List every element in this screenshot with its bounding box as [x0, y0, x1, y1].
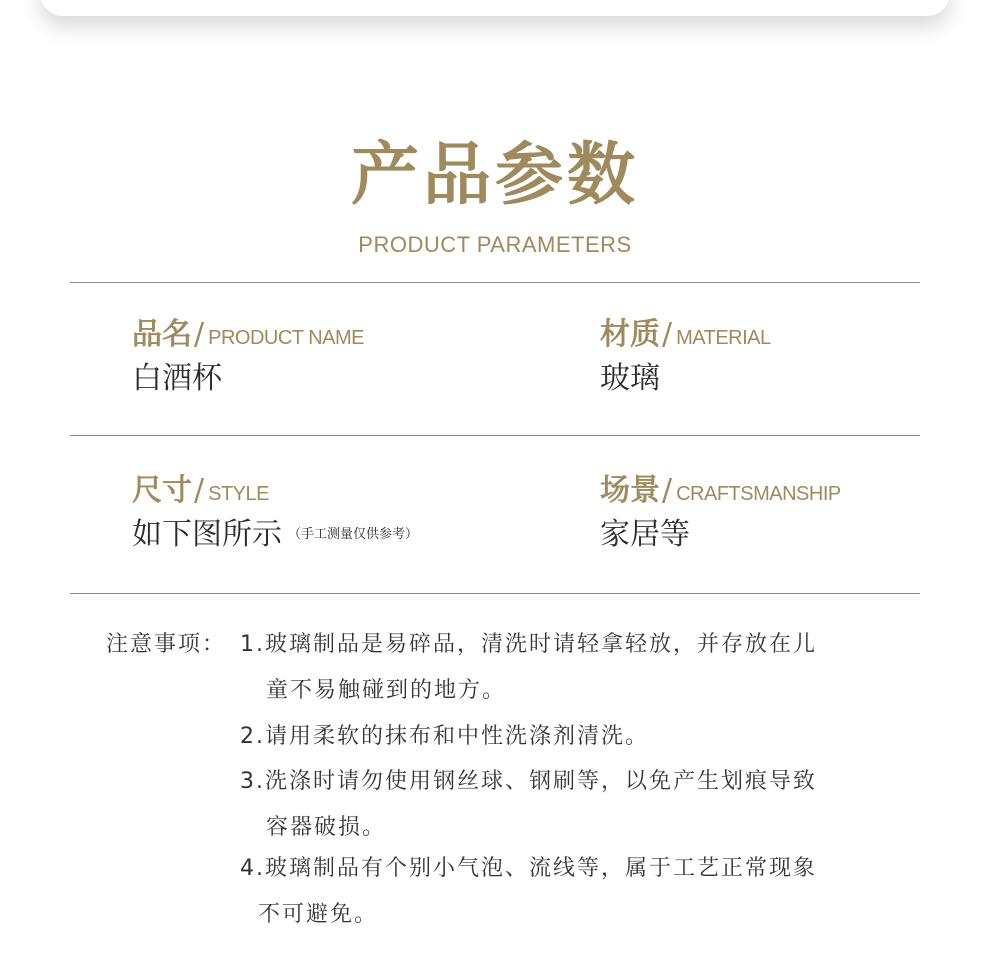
param-scene [600, 473, 841, 552]
label-slash: / [662, 473, 673, 508]
note-1-line-1: 1.玻璃制品是易碎品，清洗时请轻拿轻放，并存放在儿 [240, 632, 817, 657]
param-label [132, 473, 418, 508]
label-en: CRAFTSMANSHIP [676, 483, 841, 505]
param-label [600, 473, 841, 508]
note-3-line-2: 容器破损。 [266, 815, 387, 840]
param-label [600, 317, 771, 352]
param-product-name [132, 317, 364, 396]
label-en: PRODUCT NAME [208, 327, 364, 349]
label-slash: / [194, 473, 205, 508]
param-value-text: 如下图所示 [132, 517, 282, 552]
param-value: 白酒杯 [132, 361, 222, 396]
note-4-line-1: 4.玻璃制品有个别小气泡、流线等，属于工艺正常现象 [240, 856, 817, 881]
param-value: 家居等 [600, 517, 690, 552]
note-3-line-1: 3.洗涤时请勿使用钢丝球、钢刷等，以免产生划痕导致 [240, 769, 817, 794]
param-value: 玻璃 [600, 361, 660, 396]
param-value-note: （手工测量仅供参考） [288, 527, 419, 543]
label-cn: 品名 [132, 317, 192, 352]
label-slash: / [194, 317, 205, 352]
note-1-line-2: 童不易触碰到的地方。 [266, 678, 507, 703]
note-2-line-1: 2.请用柔软的抹布和中性洗涤剂清洗。 [240, 724, 649, 749]
param-value [132, 518, 418, 551]
label-en: STYLE [208, 483, 269, 505]
page-title: 产品参数 [350, 136, 639, 215]
top-card-shadow [40, 0, 950, 16]
notes-heading: 注意事项： [106, 632, 227, 657]
param-material [600, 317, 771, 396]
divider-bottom [70, 593, 920, 594]
label-slash: / [662, 317, 673, 352]
divider-middle [70, 435, 920, 436]
label-cn: 场景 [600, 473, 660, 508]
param-label [132, 317, 364, 352]
page-subtitle: PRODUCT PARAMETERS [358, 232, 632, 257]
param-size [132, 473, 419, 552]
label-en: MATERIAL [676, 327, 771, 349]
label-cn: 材质 [600, 317, 660, 352]
label-cn: 尺寸 [132, 473, 192, 508]
note-4-line-2: 不可避免。 [258, 902, 379, 927]
divider-top [70, 282, 920, 283]
